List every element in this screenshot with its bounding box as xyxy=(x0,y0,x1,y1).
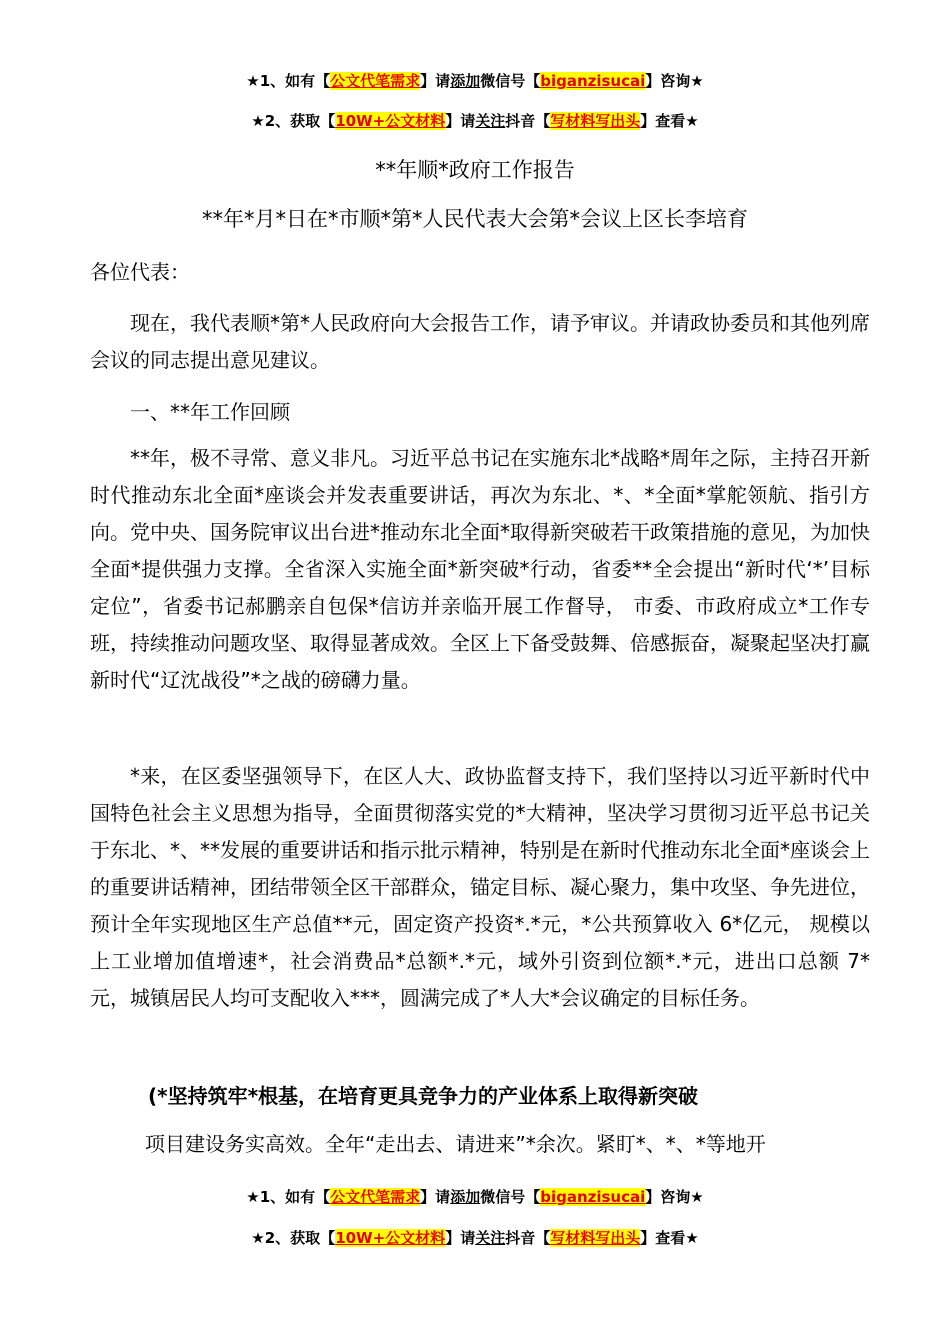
banner-text: 微信号【 xyxy=(480,1188,541,1206)
underlined-text: 关注 xyxy=(475,112,506,130)
body-paragraph-1: **年，极不寻常、意义非凡。习近平总书记在实施东北*战略*周年之际，主持召开新时代推动东北全面*座谈会并发表重要讲话，再次为东北、*、*全面*掌舵领航、指引方向。党中央、国务院审议出台进*推动东北全面*取得新突破若干政策措施的意见，为加快全面*提供强力支撑。全省深入实施全面*新突破*行动，省委**全会提出“新时代‘*’目标定位”，省委书记郝鹏亲自包保*信访并亲临开展工作督导， 市委、市政府成立*工作专班，持续推动问题攻坚、取得显著成效。全区上下备受鼓舞、倍感振奋，凝聚起坚决打赢新时代“辽沈战役”*之战的磅礴力量。 xyxy=(90,446,870,692)
underlined-text: 关注 xyxy=(475,1229,506,1247)
intro-paragraph: 现在，我代表顺*第*人民政府向大会报告工作，请予审议。并请政协委员和其他列席会议的同志提出意见建议。 xyxy=(90,311,870,372)
banner-text: 】请 xyxy=(445,112,476,130)
banner-text: 】请 xyxy=(420,72,451,90)
promo-banner-line-2 xyxy=(0,110,950,132)
section-heading: 一、**年工作回顾 xyxy=(130,400,290,424)
subsection-heading: (*坚持筑牢*根基，在培育更具竞争力的产业体系上取得新突破 xyxy=(148,1084,699,1108)
banner-text: 抖音【 xyxy=(505,112,551,130)
banner-text: 微信号【 xyxy=(480,72,541,90)
highlighted-text: 公文代笔需求 xyxy=(330,1188,421,1206)
banner-text: 】查看★ xyxy=(640,1229,699,1247)
document-title: **年顺*政府工作报告 xyxy=(375,158,575,182)
banner-text: ★1、如有【 xyxy=(246,72,331,90)
body-paragraph-2: *来，在区委坚强领导下，在区人大、政协监督支持下，我们坚持以习近平新时代中国特色社会主义思想为指导，全面贯彻落实党的*大精神，坚决学习贯彻习近平总书记关于东北、*、**发展的重要讲话和指示批示精神，特别是在新时代推动东北全面*座谈会上的重要讲话精神，团结带领全区干部群众，锚定目标、凝心聚力，集中攻坚、争先进位，预计全年实现地区生产总值**元，固定资产投资*.*元，*公共预算收入 6*亿元， 规模以上工业增加值增速*，社会消费品*总额*.*元，域外引资到位额*.*元，进出口总额 7*元，城镇居民人均可支配收入***，圆满完成了*人大*会议确定的目标任务。 xyxy=(90,764,870,1010)
highlighted-text: 写材料写出头 xyxy=(550,1229,641,1247)
promo-banner-line-2-bottom xyxy=(0,1227,950,1249)
salutation: 各位代表： xyxy=(90,260,190,284)
banner-text: ★2、获取【 xyxy=(251,1229,336,1247)
banner-text: ★2、获取【 xyxy=(251,112,336,130)
wechat-id: biganzisucai xyxy=(540,72,646,90)
underlined-text: 添加 xyxy=(450,72,481,90)
promo-banner-line-1-bottom xyxy=(0,1186,950,1208)
body-paragraph-3: 项目建设务实高效。全年“走出去、请进来”*余次。紧盯*、*、*等地开 xyxy=(145,1132,766,1156)
banner-text: 抖音【 xyxy=(505,1229,551,1247)
banner-text: 】咨询★ xyxy=(645,1188,704,1206)
promo-banner-line-1 xyxy=(0,70,950,92)
highlighted-text: 10W+公文材料 xyxy=(335,112,446,130)
document-subtitle: **年*月*日在*市顺*第*人民代表大会第*会议上区长李培育 xyxy=(202,207,748,231)
wechat-id: biganzisucai xyxy=(540,1188,646,1206)
highlighted-text: 10W+公文材料 xyxy=(335,1229,446,1247)
highlighted-text: 写材料写出头 xyxy=(550,112,641,130)
highlighted-text: 公文代笔需求 xyxy=(330,72,421,90)
banner-text: 】请 xyxy=(445,1229,476,1247)
banner-text: 】查看★ xyxy=(640,112,699,130)
underlined-text: 添加 xyxy=(450,1188,481,1206)
banner-text: 】请 xyxy=(420,1188,451,1206)
banner-text: 】咨询★ xyxy=(645,72,704,90)
banner-text: ★1、如有【 xyxy=(246,1188,331,1206)
